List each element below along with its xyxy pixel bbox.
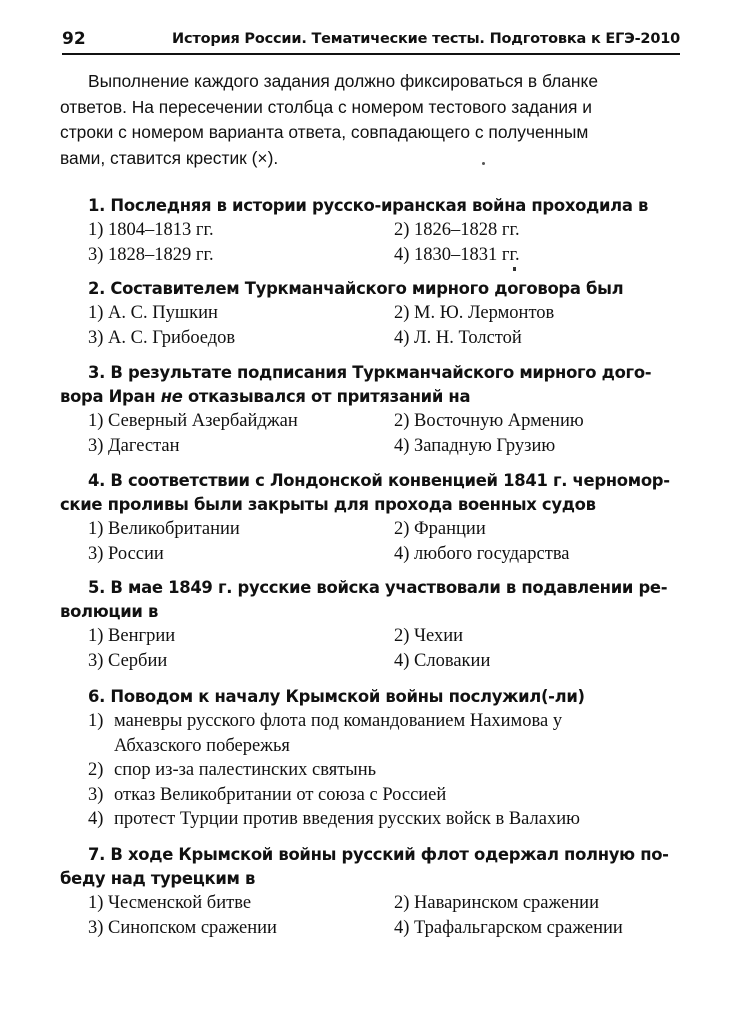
- answer-option: 2) Восточную Армению: [394, 411, 584, 431]
- answer-options: [88, 709, 680, 832]
- answer-option: 3) Сербии: [88, 650, 168, 671]
- answer-options: [88, 891, 680, 940]
- option-text-line: Абхазского побережья: [114, 735, 290, 756]
- option-text: протест Турции против введения русских войск в Валахию: [114, 809, 580, 829]
- answer-options: [88, 624, 680, 673]
- answer-option: 1) 1804–1813 гг.: [88, 220, 214, 240]
- question-3: [60, 361, 680, 458]
- answer-options: [88, 301, 680, 350]
- option-number: 4): [88, 809, 104, 829]
- answer-option: 4) Словакии: [394, 650, 491, 671]
- question-2: [88, 277, 680, 350]
- answer-option: 2) М. Ю. Лермонтов: [394, 303, 555, 323]
- title-text: вора Иран: [60, 387, 161, 406]
- option-text: спор из-за палестинских святынь: [114, 760, 377, 780]
- answer-option: 1) Чесменской битве: [88, 893, 252, 913]
- question-title-line: ские проливы были закрыты для прохода военных судов: [60, 495, 596, 514]
- answer-option: 1) Великобритании: [88, 519, 240, 539]
- answer-option: 4) 1830–1831 гг.: [394, 244, 520, 265]
- question-4: [60, 469, 680, 566]
- answer-option: 1) Венгрии: [88, 626, 176, 646]
- question-7: [60, 843, 680, 940]
- answer-option: 3) 1828–1829 гг.: [88, 244, 214, 265]
- page-number: 92: [62, 29, 86, 49]
- question-title: [60, 469, 680, 517]
- question-title-line: беду над турецким в: [60, 869, 256, 888]
- question-title: [60, 576, 680, 624]
- answer-option: 2) Чехии: [394, 626, 464, 646]
- option-number: 2): [88, 760, 104, 780]
- answer-option: [88, 758, 680, 783]
- question-6: [88, 685, 680, 832]
- intro-line: Выполнение каждого задания должно фиксироваться в бланке: [88, 71, 599, 91]
- answer-option: 2) Франции: [394, 519, 486, 539]
- answer-option: 2) Наваринском сражении: [394, 893, 599, 913]
- title-text: отказывался от притязаний на: [182, 387, 471, 406]
- page-header: [62, 27, 680, 55]
- running-title: История России. Тематические тесты. Подготовка к ЕГЭ-2010: [172, 31, 680, 47]
- option-number: 3): [88, 784, 104, 805]
- answer-option: 3) России: [88, 543, 164, 564]
- option-number: 1): [88, 711, 104, 731]
- answer-options: [88, 517, 680, 566]
- intro-line: вами, ставится крестик (×).: [60, 147, 279, 168]
- question-title-line: 3. В результате подписания Туркманчайского мирного дого-: [88, 363, 652, 382]
- answer-option: [88, 783, 680, 808]
- question-1: [88, 194, 680, 267]
- option-text-line: маневры русского флота под командованием Нахимова у: [114, 711, 563, 731]
- question-title: [60, 843, 680, 891]
- question-title: [60, 361, 680, 409]
- answer-options: [88, 409, 680, 458]
- question-title: 1. Последняя в истории русско-иранская война проходила в: [88, 196, 649, 215]
- intro-line: ответов. На пересечении столбца с номером тестового задания и: [60, 96, 593, 117]
- question-5: [60, 576, 680, 673]
- answer-options: [88, 218, 680, 267]
- print-speck: [482, 162, 485, 165]
- answer-option: 4) Трафальгарском сражении: [394, 917, 623, 938]
- answer-option: 3) Синопском сражении: [88, 917, 277, 938]
- question-title-line: волюции в: [60, 602, 159, 621]
- question-title-line: 7. В ходе Крымской войны русский флот одержал полную по-: [88, 845, 669, 864]
- answer-option: 3) А. С. Грибоедов: [88, 327, 236, 348]
- intro-line: строки с номером варианта ответа, совпадающего с полученным: [60, 122, 589, 142]
- question-title-line: 4. В соответствии с Лондонской конвенцией 1841 г. черномор-: [88, 471, 670, 490]
- answer-option: [88, 709, 680, 758]
- answer-option: 2) 1826–1828 гг.: [394, 220, 520, 240]
- answer-option: 4) любого государства: [394, 543, 570, 564]
- answer-option: 1) Северный Азербайджан: [88, 411, 298, 431]
- answer-option: [88, 807, 680, 832]
- question-title: 2. Составителем Туркманчайского мирного договора был: [88, 279, 624, 298]
- question-title: 6. Поводом к началу Крымской войны послужил(-ли): [88, 687, 585, 706]
- answer-option: 4) Западную Грузию: [394, 435, 556, 456]
- answer-option: 4) Л. Н. Толстой: [394, 327, 522, 348]
- option-text: [114, 709, 680, 758]
- print-speck: [513, 267, 516, 271]
- intro-paragraph: [60, 69, 680, 171]
- question-title-line: [60, 385, 680, 409]
- answer-option: 3) Дагестан: [88, 435, 180, 456]
- answer-option: 1) А. С. Пушкин: [88, 303, 218, 323]
- emphasis-text: не: [160, 387, 183, 406]
- option-text: отказ Великобритании от союза с Россией: [114, 784, 447, 805]
- question-title-line: 5. В мае 1849 г. русские войска участвовали в подавлении ре-: [88, 578, 668, 597]
